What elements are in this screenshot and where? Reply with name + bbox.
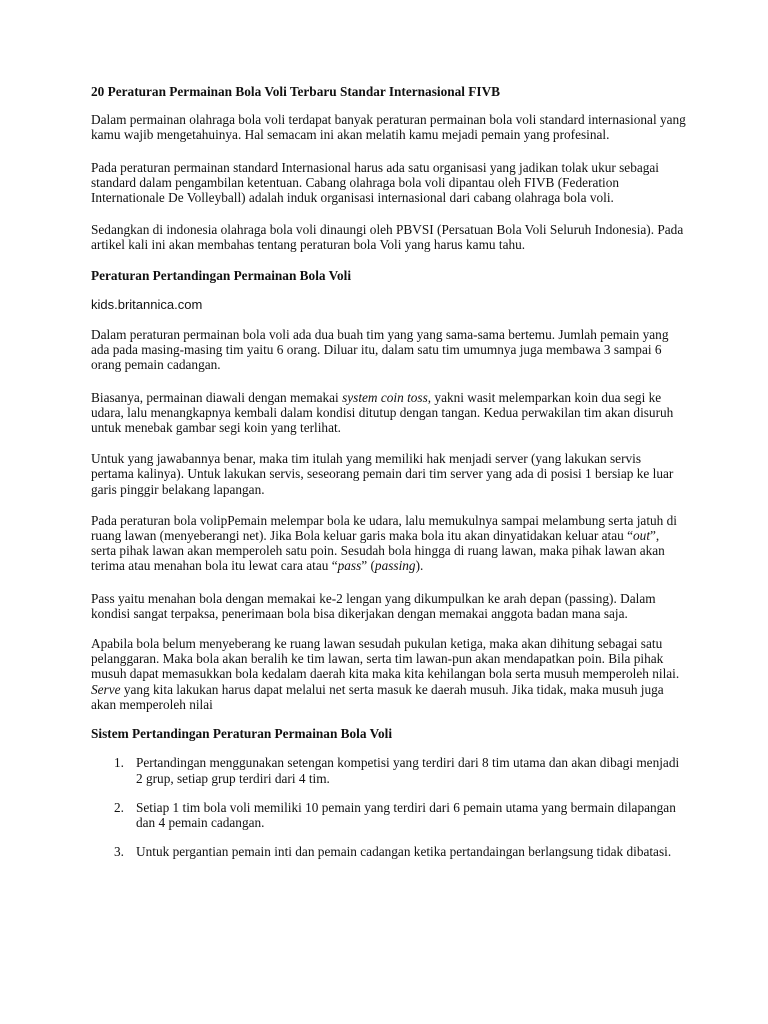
term-out: out xyxy=(633,528,651,544)
paragraph-violation xyxy=(91,636,686,712)
list-number: 2. xyxy=(114,799,124,815)
paragraph-teams: Dalam peraturan permainan bola voli ada dua buah tim yang yang sama-sama bertemu. Jumlah pemain yang ada pada masing-masing tim yaitu 6 orang. Diluar itu, dalam satu tim umumnya juga membawa 3 sampai 6 orang pemain cadangan. xyxy=(91,327,669,373)
paragraph-serve-out xyxy=(91,513,686,574)
term-serve: Serve xyxy=(91,681,121,697)
term-passing: passing xyxy=(374,558,416,574)
list-item-text: Setiap 1 tim bola voli memiliki 10 pemain yang terdiri dari 6 pemain utama yang bermain dilapangan dan 4 pemain cadangan. xyxy=(136,799,676,830)
text-run: ” ( xyxy=(361,558,375,574)
list-item xyxy=(91,844,686,859)
text-run: ”, serta pihak lawan akan memperoleh satu poin. Sesudah bola hingga di ruang lawan, maka pihak lawan akan terima atau menahan bola itu lewat cara atau “ xyxy=(91,528,665,574)
paragraph-server: Untuk yang jawabannya benar, maka tim itulah yang memiliki hak menjadi server (yang lakukan servis pertama kalinya). Untuk lakukan servis, seseorang pemain dari tim server yang ada di posisi 1 bersiap ke luar garis pinggir belakang lapangan. xyxy=(91,451,674,497)
list-item xyxy=(91,755,686,785)
term-coin-toss: system coin toss xyxy=(342,389,428,405)
text-run: , yakni wasit melemparkan koin dua segi ke udara, lalu menangkapnya kembali dalam kondisi ditutup dengan tangan. Kedua perwakilan tim akan disuruh untuk menebak gambar segi koin yang terlihat. xyxy=(91,389,674,436)
text-run: Apabila bola belum menyeberang ke ruang lawan sesudah pukulan ketiga, maka akan dihitung sebagai satu pelanggaran. Maka bola akan beralih ke tim lawan, serta tim lawan-pun akan mendapatkan poin. Bila pihak musuh dapat memasukkan bola kedalam daerah kita maka kita kehilangan bola serta musuh memperoleh nilai. xyxy=(91,636,680,682)
section-heading-system: Sistem Pertandingan Peraturan Permainan Bola Voli xyxy=(91,726,393,742)
document-title: 20 Peraturan Permainan Bola Voli Terbaru Standar Internasional FIVB xyxy=(91,84,501,99)
term-pass: pass xyxy=(337,558,362,574)
list-item xyxy=(91,800,686,830)
list-number: 3. xyxy=(114,844,124,860)
section-heading-rules: Peraturan Pertandingan Permainan Bola Voli xyxy=(91,267,352,283)
intro-paragraph-1: Dalam permainan olahraga bola voli terdapat banyak peraturan permainan bola voli standard internasional yang kamu wajib mengetahuinya. Hal semacam ini akan melatih kamu mejadi pemain yang profesinal. xyxy=(91,112,686,143)
image-source-caption: kids.britannica.com xyxy=(91,296,203,312)
list-item-text: Pertandingan menggunakan setengan kompetisi yang terdiri dari 8 tim utama dan akan dibagi menjadi 2 grup, setiap grup terdiri dari 4 tim. xyxy=(136,755,680,786)
intro-paragraph-2: Pada peraturan permainan standard Internasional harus ada satu organisasi yang jadikan tolak ukur sebagai standard dalam pengambilan ketentuan. Cabang olahraga bola voli dipantau oleh FIVB (Federation Internationale De Volleyball) adalah induk organisasi internasional dari cabang olahraga bola voli. xyxy=(91,159,660,206)
numbered-list xyxy=(91,755,686,859)
list-item-text: Untuk pergantian pemain inti dan pemain cadangan ketika pertandaingan berlangsung tidak dibatasi. xyxy=(136,844,672,860)
text-run: yang kita lakukan harus dapat melalui net serta masuk ke daerah musuh. Jika tidak, maka musuh juga akan memperoleh nilai xyxy=(91,681,664,712)
paragraph-pass: Pass yaitu menahan bola dengan memakai ke-2 lengan yang dikumpulkan ke arah depan (passing). Dalam kondisi sangat terpaksa, penerimaan bola bisa dikerjakan dengan memakai anggota badan mana saja. xyxy=(91,590,656,621)
text-run: Pada peraturan bola volipPemain melempar bola ke udara, lalu memukulnya sampai melambung serta jatuh di ruang lawan (menyeberangi net). Jika Bola keluar garis maka bola itu akan dinyatidakan keluar atau “ xyxy=(91,512,677,544)
text-run: Biasanya, permainan diawali dengan memakai xyxy=(91,389,343,405)
text-run: ). xyxy=(415,558,424,574)
intro-paragraph-3: Sedangkan di indonesia olahraga bola voli dinaungi oleh PBVSI (Persatuan Bola Voli Seluruh Indonesia). Pada artikel kali ini akan membahas tentang peraturan bola Voli yang harus kamu tahu. xyxy=(91,222,684,253)
list-number: 1. xyxy=(114,755,124,771)
paragraph-coin-toss xyxy=(91,390,686,436)
